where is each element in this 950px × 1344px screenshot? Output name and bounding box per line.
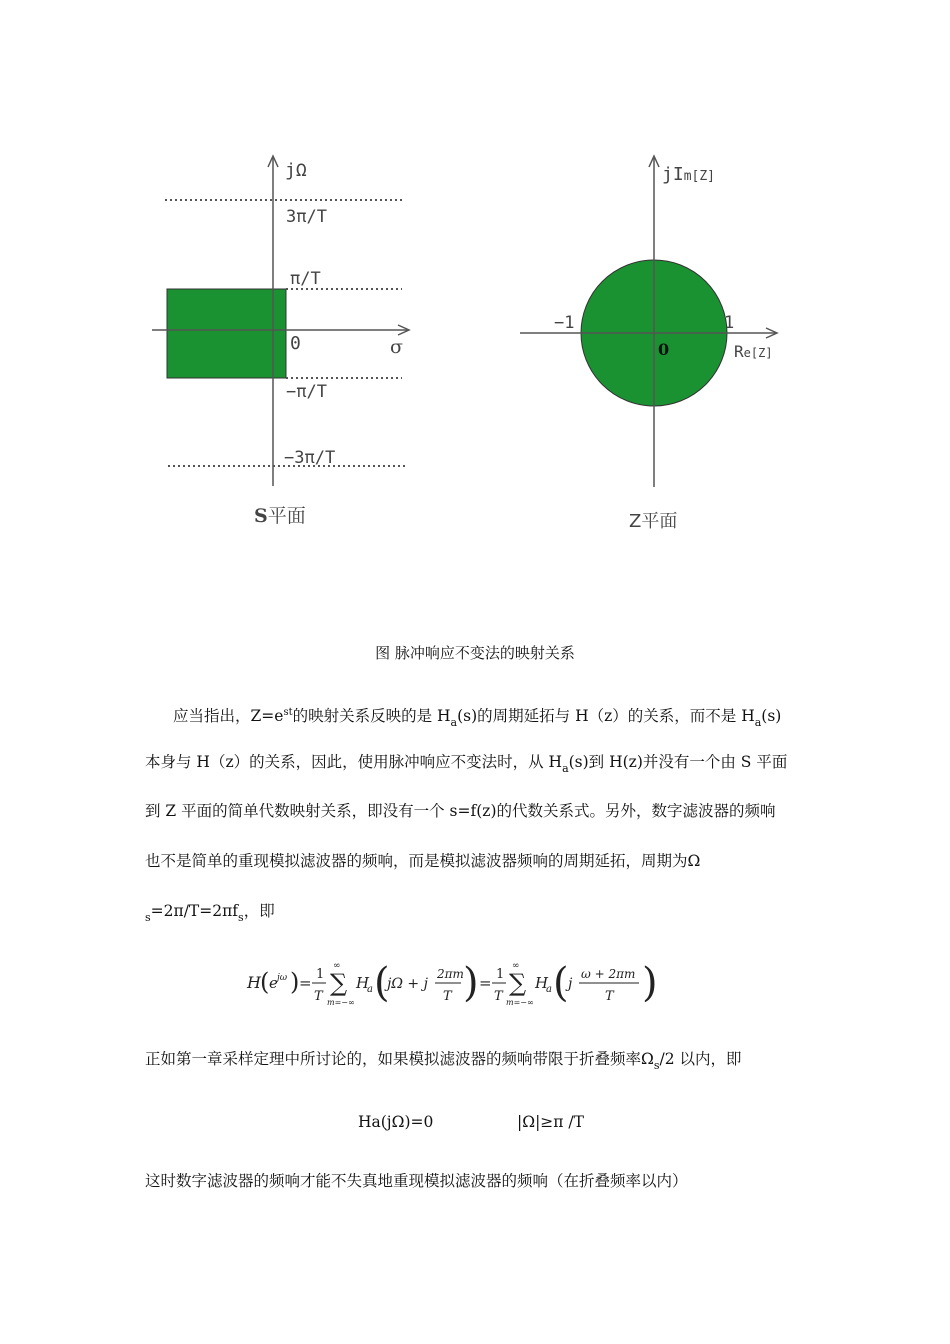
z-plane-diagram	[520, 156, 777, 532]
svg-text:a: a	[367, 984, 373, 995]
z-plane-title: Z平面	[629, 511, 678, 532]
svg-text:∑: ∑	[330, 969, 348, 997]
s-plane-title: S平面	[254, 505, 306, 527]
svg-text:): )	[463, 960, 479, 1006]
s-plane-origin-label: 0	[290, 333, 301, 354]
svg-text:T: T	[443, 989, 452, 1004]
svg-text:H: H	[535, 974, 549, 992]
svg-text:T: T	[605, 989, 614, 1004]
s-plane-x-label: σ	[390, 336, 403, 358]
paragraph-1-line-2: 本身与 H（z）的关系，因此，使用脉冲响应不变法时，从 $H_a(s)$到 H(z)并没有一个由 S 平面	[145, 753, 788, 775]
paragraph-1-line-3: 到 Z 平面的简单代数映射关系，即没有一个 s=f(z)的代数关系式。另外，数字滤波器的频响	[145, 802, 776, 820]
svg-text:2πm: 2πm	[437, 967, 464, 981]
s-plane-tick-pi: π/T	[290, 269, 321, 289]
svg-text:m=−∞: m=−∞	[506, 998, 534, 1007]
svg-text:jΩ + j: jΩ + j	[387, 976, 428, 992]
svg-text:H: H	[247, 973, 261, 992]
svg-text:1: 1	[316, 967, 325, 982]
s-plane-y-label: jΩ	[285, 160, 307, 181]
svg-text:∑: ∑	[509, 969, 527, 997]
svg-text:j: j	[568, 976, 573, 992]
s-plane-tick-3pi: 3π/T	[286, 207, 327, 227]
s-plane-tick-neg-pi: −π/T	[286, 382, 327, 402]
svg-text:=: =	[299, 974, 312, 992]
svg-text:(: (	[260, 968, 270, 996]
z-plane-neg-one-label: −1	[554, 313, 575, 333]
paragraph-1-line-4: 也不是简单的重现模拟滤波器的频响，而是模拟滤波器频响的周期延拓，周期为Ω	[145, 852, 701, 870]
paragraph-2-line: 正如第一章采样定理中所讨论的，如果模拟滤波器的频响带限于折叠频率$\Omega_s/2$ 以内，即	[145, 1050, 742, 1072]
svg-text:T: T	[494, 989, 503, 1004]
svg-text:e: e	[269, 974, 278, 992]
figure-caption: 图 脉冲响应不变法的映射关系	[375, 644, 575, 662]
svg-text:(: (	[374, 960, 390, 1006]
svg-text:1: 1	[496, 967, 505, 982]
s-plane-strip-region	[167, 289, 286, 378]
mapping-figure	[0, 0, 950, 620]
paragraph-1-line-5: $_s=2\pi/T=2\pi f_s$，即	[145, 902, 275, 924]
frequency-response-formula	[245, 958, 665, 1010]
svg-text:H: H	[356, 974, 370, 992]
z-plane-x-label: Re[Z]	[734, 342, 773, 361]
svg-text:jω: jω	[277, 973, 288, 983]
svg-text:∞: ∞	[333, 961, 341, 971]
bandlimit-equation-rhs: |Ω|≥π /T	[517, 1113, 584, 1131]
svg-text:m=−∞: m=−∞	[327, 998, 355, 1007]
svg-text:(: (	[553, 960, 569, 1006]
svg-text:=: =	[479, 974, 492, 992]
svg-text:): )	[290, 968, 300, 996]
z-plane-y-label: jIm[Z]	[662, 164, 715, 185]
svg-text:): )	[642, 960, 658, 1006]
svg-text:a: a	[546, 984, 552, 995]
s-plane-tick-neg-3pi: −3π/T	[284, 448, 336, 468]
s-plane-diagram	[152, 156, 409, 527]
bandlimit-equation-lhs: Ha(jΩ)=0	[358, 1113, 434, 1131]
svg-text:ω + 2πm: ω + 2πm	[581, 967, 636, 981]
svg-text:T: T	[314, 989, 323, 1004]
z-plane-origin-label: 0	[658, 340, 670, 359]
paragraph-1-line-1: 应当指出，$Z=e^{st}$的映射关系反映的是 $H_a(s)$的周期延拓与 H（z）的关系，而不是 $H_a(s)$	[173, 707, 782, 729]
paragraph-3-line: 这时数字滤波器的频响才能不失真地重现模拟滤波器的频响（在折叠频率以内）	[145, 1172, 688, 1190]
z-plane-pos-one-label: 1	[724, 313, 735, 333]
svg-text:∞: ∞	[512, 961, 520, 971]
